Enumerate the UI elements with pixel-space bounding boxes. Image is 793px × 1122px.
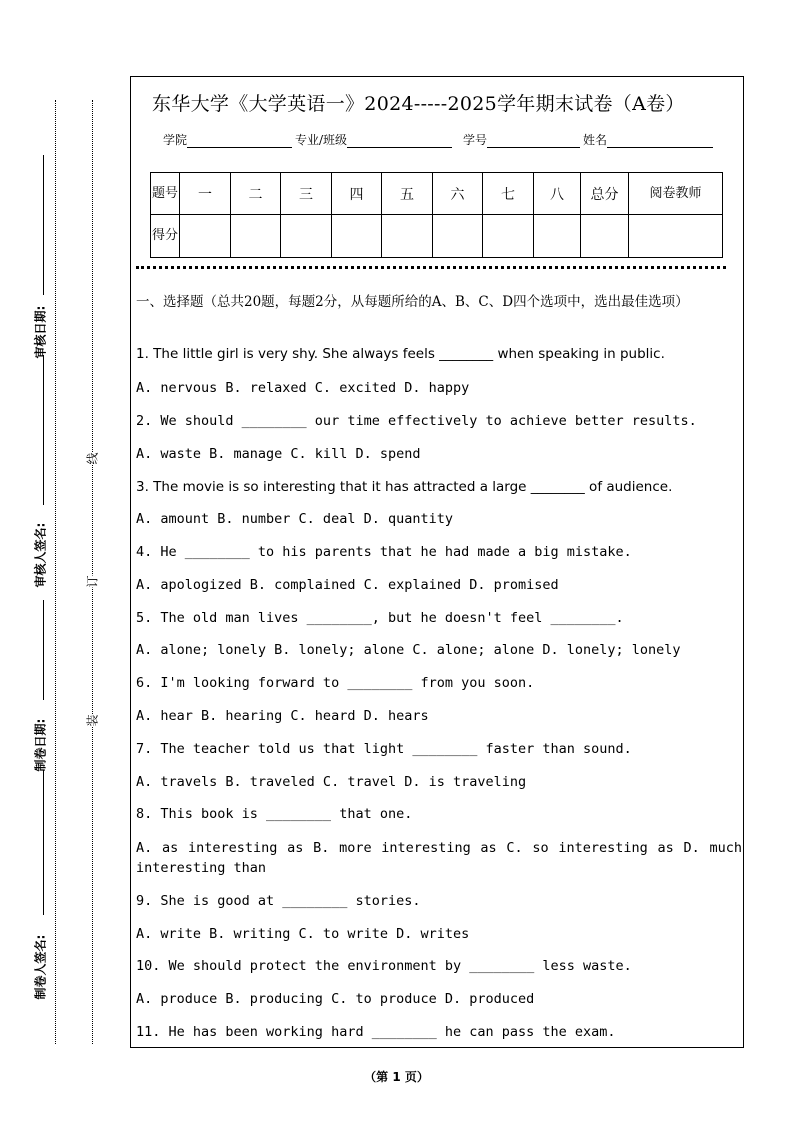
question-stem: 3. The movie is so interesting that it has attracted a large ________ of audience. [136,479,673,495]
question-stem: 10. We should protect the environment by ________ less waste. [136,958,632,974]
binding-mark-ding: 订 [85,575,100,588]
question-stem: 1. The little girl is very shy. She always feels ________ when speaking in public. [136,346,665,362]
score-cell-8[interactable] [534,215,581,258]
section-heading: 一、选择题（总共20题，每题2分，从每题所给的A、B、C、D四个选项中，选出最佳选项） [136,294,689,310]
question-options: A. produce B. producing C. to produce D. produced [136,991,535,1007]
col-4: 四 [332,173,382,215]
question-stem: 8. This book is ________ that one. [136,806,413,822]
col-8: 八 [534,173,581,215]
major-class-input[interactable] [347,133,452,148]
compile-date-line [43,600,44,700]
question-options: A. hear B. hearing C. heard D. hears [136,708,429,724]
score-cell-2[interactable] [231,215,281,258]
col-3: 三 [281,173,332,215]
col-2: 二 [231,173,281,215]
col-1: 一 [180,173,231,215]
compiler-signature-line [43,770,44,915]
info-student-id [463,131,580,148]
score-cell-3[interactable] [281,215,332,258]
question-options: A. travels B. traveled C. travel D. is traveling [136,774,527,790]
info-major-class [295,131,452,148]
score-cell-4[interactable] [332,215,382,258]
margin-dotted-line-right [92,100,93,1044]
question-options: A. nervous B. relaxed C. excited D. happy [136,380,470,396]
info-name [583,131,713,148]
question-options: A. alone; lonely B. lonely; alone C. alone; alone D. lonely; lonely [136,642,681,658]
question-stem: 2. We should ________ our time effectively to achieve better results. [136,413,697,429]
score-row-header: 得分 [151,215,180,258]
student-id-label: 学号 [463,133,488,147]
question-options: A. waste B. manage C. kill D. spend [136,446,421,462]
exam-title: 东华大学《大学英语一》2024-----2025学年期末试卷（A卷） [152,93,685,115]
review-date-line [43,155,44,295]
info-college [163,131,292,148]
score-cell-grader[interactable] [629,215,723,258]
dotted-divider [136,266,726,269]
question-stem: 4. He ________ to his parents that he had made a big mistake. [136,544,632,560]
score-cell-7[interactable] [483,215,534,258]
college-label: 学院 [163,133,188,147]
question-stem: 6. I'm looking forward to ________ from you soon. [136,675,535,691]
name-input[interactable] [607,133,713,148]
page-number: （第 1 页） [364,1070,429,1084]
question-options: A. write B. writing C. to write D. writes [136,926,470,942]
compiler-signature-label: 制卷人签名: [33,934,48,1000]
col-total: 总分 [581,173,629,215]
score-cell-6[interactable] [433,215,483,258]
question-options-line1: A. as interesting as B. more interesting as C. so interesting as D. much [136,840,742,856]
question-stem: 5. The old man lives ________, but he doesn't feel ________. [136,610,624,626]
name-label: 姓名 [583,133,608,147]
question-options: A. amount B. number C. deal D. quantity [136,511,453,527]
major-class-label: 专业/班级 [295,133,348,147]
score-cell-total[interactable] [581,215,629,258]
col-6: 六 [433,173,483,215]
binding-mark-zhuang: 装 [85,714,100,727]
question-stem: 9. She is good at ________ stories. [136,893,421,909]
margin-dotted-line-left [55,100,56,1044]
binding-mark-xian: 线 [85,452,100,465]
question-stem: 11. He has been working hard ________ he can pass the exam. [136,1024,616,1040]
question-stem: 7. The teacher told us that light ________ faster than sound. [136,741,632,757]
col-grader: 阅卷教师 [629,173,723,215]
col-7: 七 [483,173,534,215]
reviewer-signature-label: 审核人签名: [33,522,48,588]
score-table [150,172,723,258]
col-5: 五 [382,173,433,215]
student-id-input[interactable] [487,133,580,148]
score-cell-5[interactable] [382,215,433,258]
review-date-label: 审核日期: [33,305,48,359]
question-options: A. apologized B. complained C. explained D. promised [136,577,559,593]
score-cell-1[interactable] [180,215,231,258]
college-input[interactable] [187,133,292,148]
reviewer-signature-line [43,355,44,505]
question-number-header: 题号 [151,173,180,215]
compile-date-label: 制卷日期: [33,718,48,772]
question-options-line2: interesting than [136,860,267,876]
